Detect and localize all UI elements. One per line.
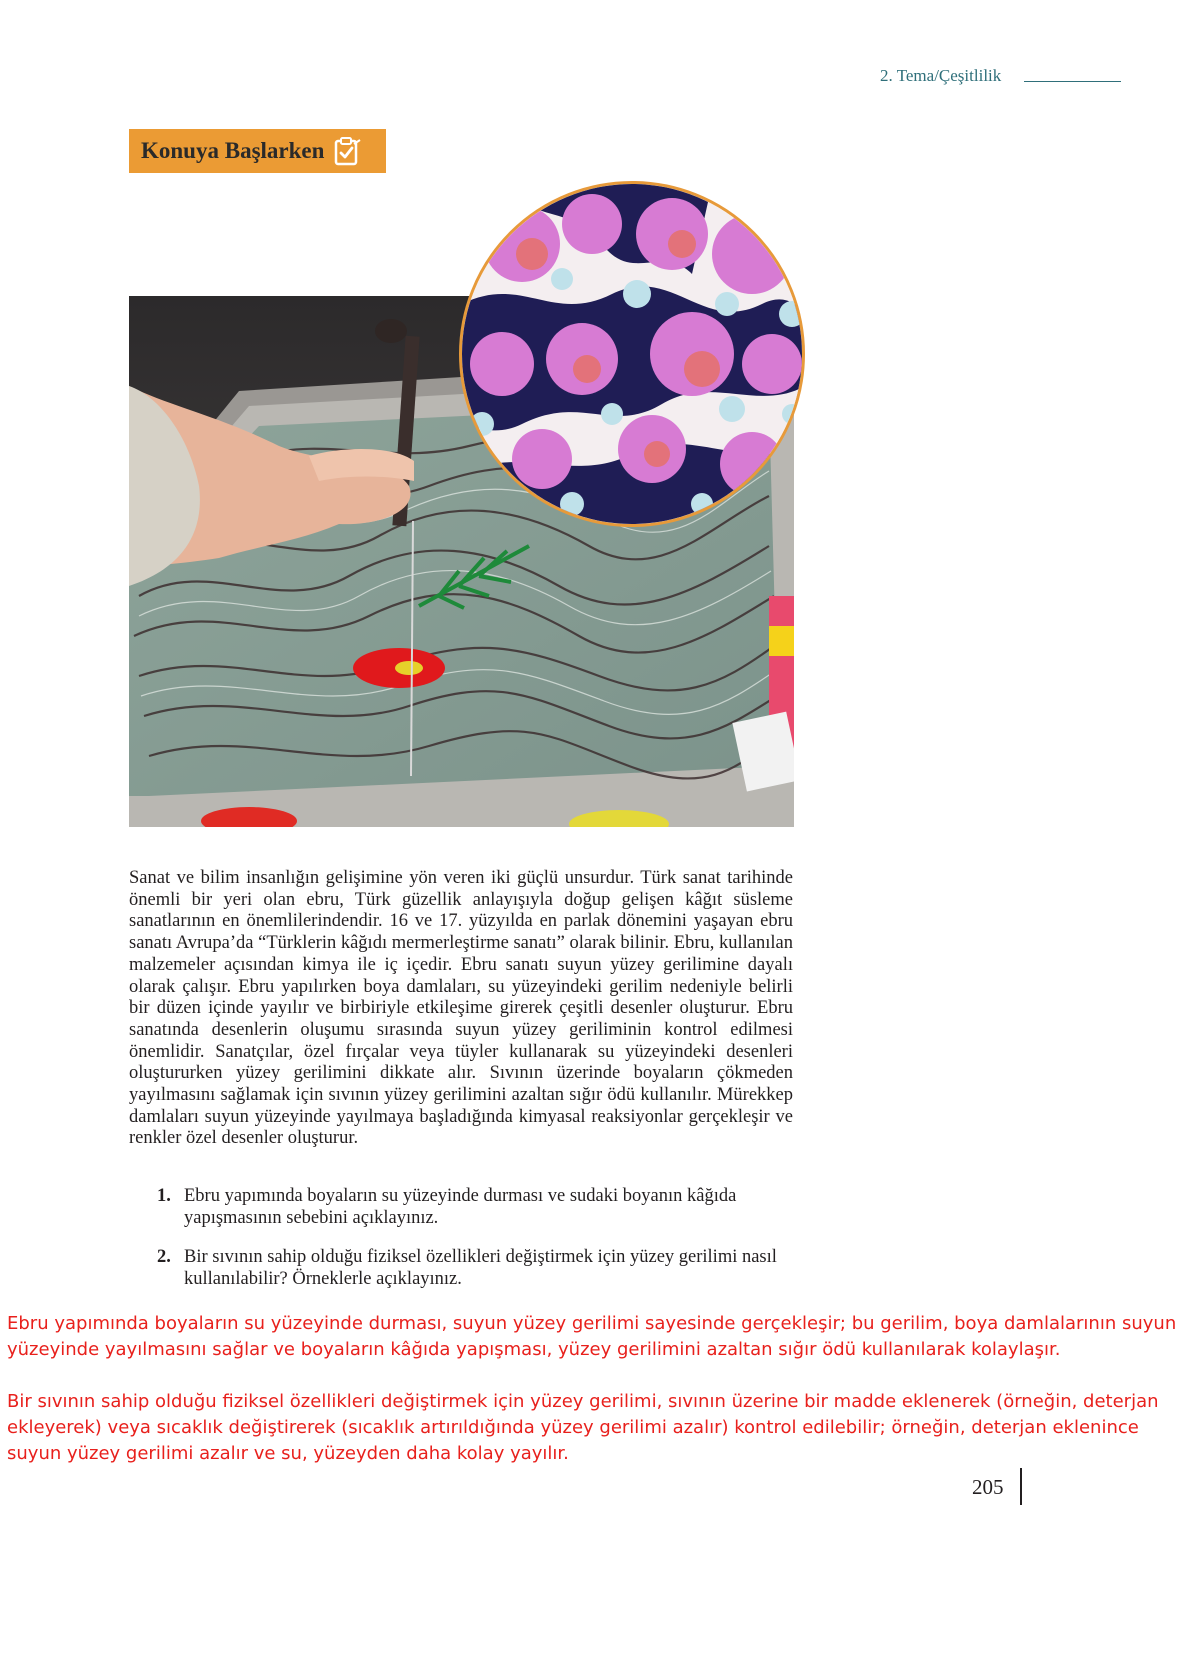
header-rule bbox=[1024, 81, 1121, 82]
page-number: 205 bbox=[972, 1475, 1004, 1499]
section-heading bbox=[129, 129, 386, 173]
marbled-paper-inset bbox=[459, 181, 805, 527]
answer-text: Bir sıvının sahip olduğu fiziksel özellikleri değiştirmek için yüzey gerilimi, sıvının üzerine bir madde eklenerek (örneğin, deterjan ekleyerek) veya sıcaklık değiştirerek (sıcaklık artırıldığında yüzey gerilimi azalır) kontrol edilebilir; örneğin, deterjan eklenince suyun yüzey gerilimi azalır ve su, yüzeyden daha kolay yayılır. bbox=[7, 1391, 1159, 1464]
section-title: Konuya Başlarken bbox=[141, 138, 325, 163]
answer-text: Ebru yapımında boyaların su yüzeyinde durması, suyun yüzey gerilimi sayesinde gerçekleşir; bu gerilim, boya damlalarının suyun yüzeyinde yayılmasını sağlar ve boyaların kâğıda yapışması, yüzey gerilimini azaltan sığır ödü kullanılarak kolaylaşır. bbox=[7, 1313, 1177, 1360]
question-number: 1. bbox=[157, 1186, 171, 1206]
intro-paragraph: Sanat ve bilim insanlığın gelişimine yön veren iki güçlü unsurdur. Türk sanat tarihinde önemli bir yeri olan ebru, Türk güzellik anlayışıyla doğup gelişen kâğıt süsleme sanatlarının en önemlilerindendir. 16 ve 17. yüzyılda en parlak dönemini yaşayan ebru sanatı Avrupa’da “Türklerin kâğıdı mermerleştirme sanatı” olarak bilinir. Ebru, kullanılan malzemeler açısından kimya ile iç içedir. Ebru sanatı suyun yüzey gerilimine dayalı olarak çalışır. Ebru yapılırken boya damlaları, su yüzeyindeki gerilim nedeniyle belirli bir düzen içinde yayılır ve birbiriyle etkileşime girerek çeşitli desenler oluşturur. Ebru sanatında desenlerin oluşumu sırasında suyun yüzey geriliminin kontrol edilmesi önemlidir. Sanatçılar, özel fırçalar veya tüyler kullanarak su yüzeyindeki desenleri oluştururken yüzey gerilimini dikkate alır. Sıvının üzerinde boyaların çökmeden yayılmasını sağlamak için sıvının yüzey gerilimini azaltan sığır ödü kullanılır. Mürekkep damlaları suyun yüzeyinde yayılmaya başladığında kimyasal reaksiyonlar gerçekleşir ve renkler özel desenler oluşturur. bbox=[129, 868, 793, 1149]
clipboard-check-icon bbox=[332, 136, 362, 166]
chapter-theme: 2. Tema/Çeşitlilik bbox=[880, 66, 1002, 85]
question-item bbox=[157, 1247, 794, 1290]
question-text: Bir sıvının sahip olduğu fiziksel özellikleri değiştirmek için yüzey gerilimi nasıl kullanılabilir? Örneklerle açıklayınız. bbox=[184, 1247, 777, 1289]
question-item bbox=[157, 1186, 794, 1229]
page-number-rule bbox=[1020, 1468, 1022, 1505]
question-number: 2. bbox=[157, 1247, 171, 1267]
question-text: Ebru yapımında boyaların su yüzeyinde durması ve sudaki boyanın kâğıda yapışmasının sebebini açıklayınız. bbox=[184, 1186, 737, 1228]
